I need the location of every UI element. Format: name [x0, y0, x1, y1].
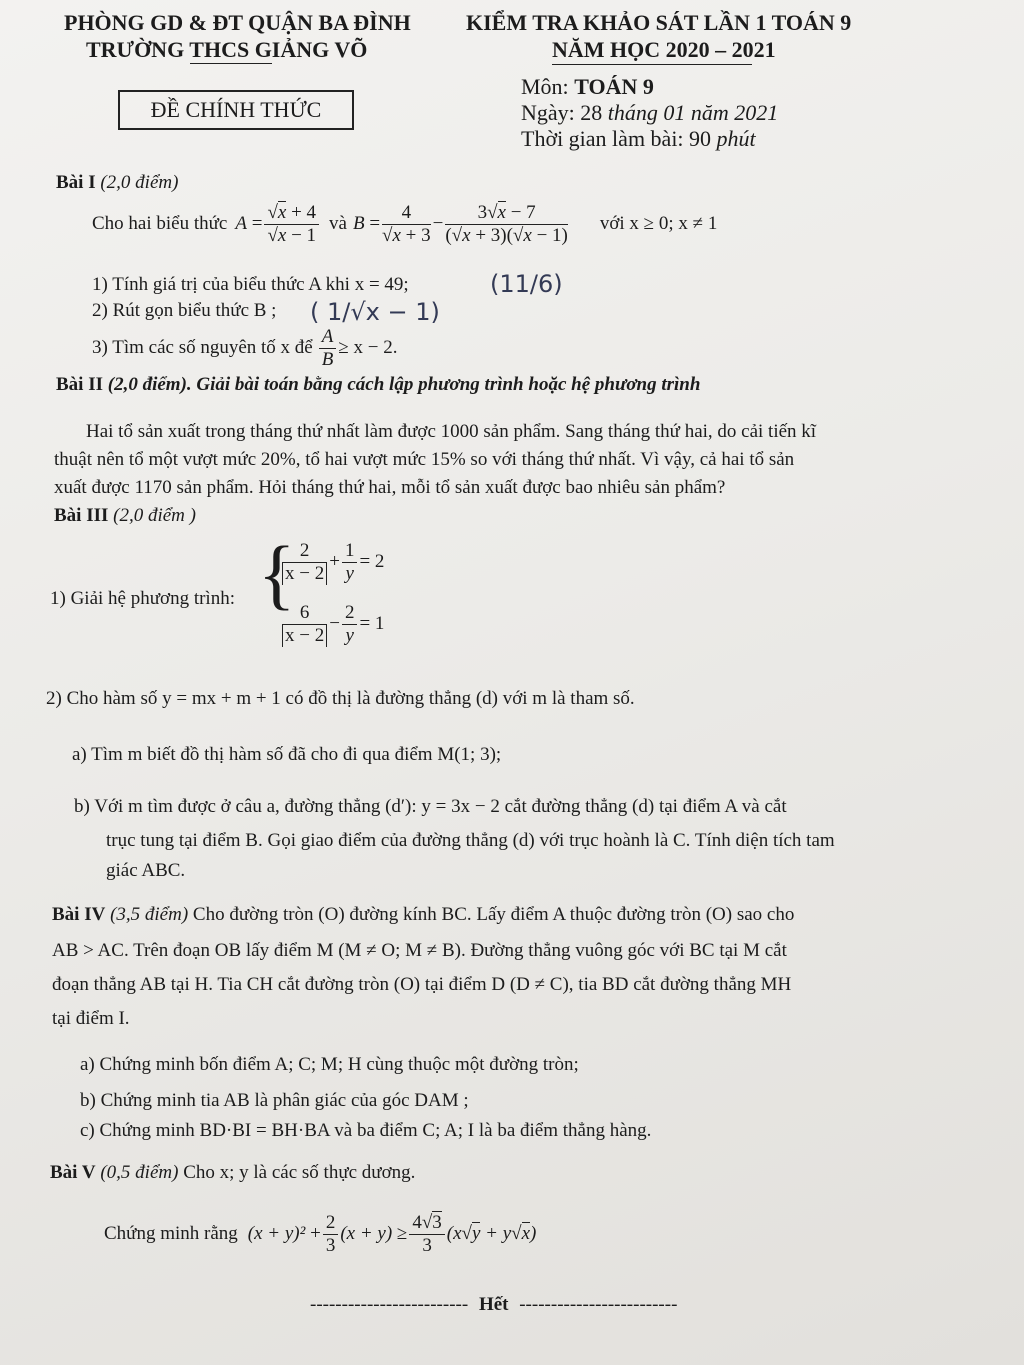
system-equation-2: $\frac{6}{x - 2}$ − $\frac{2}{y}$ = 1	[280, 602, 384, 647]
handwritten-answer-1: (11/6)	[490, 270, 563, 298]
bai3-qb-line3: giác ABC.	[106, 860, 186, 881]
bai3-q2: 2) Cho hàm số y = mx + m + 1 có đồ thị là đường thẳng (d) với m là tham số.	[46, 688, 635, 709]
bai5-title: Bài V	[50, 1162, 96, 1183]
bai4-qb: b) Chứng minh tia AB là phân giác của góc DAM ;	[80, 1090, 469, 1111]
bai1-q3-prefix: 3) Tìm các số nguyên tố x để	[92, 337, 313, 359]
bai3-heading	[54, 505, 196, 527]
bai3-points: (2,0 điểm )	[113, 505, 196, 526]
bai3-title: Bài III	[54, 505, 109, 526]
bai4-qc: c) Chứng minh BD·BI = BH·BA và ba điểm C; A; I là ba điểm thẳng hàng.	[80, 1120, 652, 1141]
bai3-qb-line2: trục tung tại điểm B. Gọi giao điểm của đường thẳng (d) với trục hoành là C. Tính diện tích tam	[106, 830, 835, 851]
school-year: NĂM HỌC 2020 – 2021	[552, 37, 776, 62]
handwritten-answer-2: ( 1/√x − 1)	[310, 298, 440, 326]
dept-line: PHÒNG GD & ĐT QUẬN BA ĐÌNH	[64, 10, 411, 35]
expr-b-fraction1: $\frac{4}{√x + 3}$	[382, 202, 431, 246]
bai4-line1-text: Cho đường tròn (O) đường kính BC. Lấy điểm A thuộc đường tròn (O) sao cho	[192, 904, 795, 925]
subject-line	[521, 74, 654, 100]
bai1-title: Bài I	[56, 172, 96, 193]
bai4-points: (3,5 điểm)	[110, 904, 189, 925]
a-over-b-fraction: $\frac{A}{B}$	[319, 326, 337, 371]
bai4-line3: đoạn thẳng AB tại H. Tia CH cắt đường tròn (O) tại điểm D (D ≠ C), tia BD cắt đường thẳng MH	[52, 974, 792, 995]
system-brace: {	[258, 530, 296, 617]
system-equation-1: $\frac{2}{x - 2}$ + $\frac{1}{y}$ = 2	[280, 540, 384, 585]
year-underline	[552, 64, 752, 65]
bai1-condition: với x ≥ 0; x ≠ 1	[599, 213, 718, 235]
bai4-qa: a) Chứng minh bốn điểm A; C; M; H cùng thuộc một đường tròn;	[80, 1054, 579, 1075]
time-line	[521, 126, 756, 152]
bai1-heading	[56, 172, 178, 194]
bai5-heading	[50, 1162, 415, 1184]
bai1-q1: 1) Tính giá trị của biểu thức A khi x = 49;	[92, 274, 409, 295]
exam-title: KIỂM TRA KHẢO SÁT LẦN 1 TOÁN 9	[466, 10, 852, 35]
time-unit: phút	[716, 126, 756, 151]
time-label: Thời gian làm bài: 90	[521, 126, 717, 151]
bai5-intro: Cho x; y là các số thực dương.	[183, 1162, 416, 1183]
bai1-q2: 2) Rút gọn biểu thức B ;	[92, 300, 277, 321]
school-underline	[190, 63, 272, 64]
bai3-qa: a) Tìm m biết đồ thị hàm số đã cho đi qua điểm M(1; 3);	[72, 744, 502, 765]
bai4-line1	[52, 904, 794, 926]
bai2-heading	[56, 374, 700, 396]
bai5-prove-label: Chứng minh rằng	[104, 1223, 238, 1245]
footer-end	[310, 1294, 677, 1316]
bai2-line2: thuật nên tổ một vượt mức 20%, tổ hai vượt mức 15% so với tháng thứ nhất. Vì vậy, cả hai tổ sản	[54, 449, 795, 470]
bai2-points: (2,0 điểm). Giải bài toán bằng cách lập phương trình hoặc hệ phương trình	[107, 374, 701, 395]
date-value: tháng 01 năm 2021	[607, 100, 779, 125]
subject-label: Môn:	[521, 74, 575, 99]
official-label: ĐỀ CHÍNH THỨC	[118, 90, 354, 130]
bai3-qb-line1: b) Với m tìm được ở câu a, đường thẳng (d′): y = 3x − 2 cắt đường thẳng (d) tại điểm A và cắt	[74, 796, 787, 817]
bai1-q3	[92, 326, 398, 371]
bai1-points: (2,0 điểm)	[100, 172, 179, 193]
bai4-line2: AB > AC. Trên đoạn OB lấy điểm M (M ≠ O; M ≠ B). Đường thẳng vuông góc với BC tại M cắt	[52, 940, 787, 961]
subject-value: TOÁN 9	[574, 74, 654, 99]
bai4-line4: tại điểm I.	[52, 1008, 130, 1029]
bai1-q3-suffix: ≥ x − 2.	[338, 337, 398, 359]
bai1-intro: Cho hai biểu thức	[92, 213, 228, 235]
footer-dashes-right: -------------------------	[519, 1294, 678, 1315]
bai4-title: Bài IV	[52, 904, 106, 925]
date-line	[521, 100, 778, 126]
bai2-title: Bài II	[56, 374, 103, 395]
bai5-points: (0,5 điểm)	[100, 1162, 179, 1183]
footer-dashes-left: -------------------------	[310, 1294, 469, 1315]
bai1-expressions: Cho hai biểu thức A = $\frac{√x + 4}{√x - 1}$ và B = $\frac{4}{√x + 3}$ − $\frac{3√x - 7}{(√x + 3)(√x - 1)}$ với x ≥ 0; x ≠ 1	[92, 202, 718, 246]
expr-b-fraction2: $\frac{3√x - 7}{(√x + 3)(√x - 1)}$	[445, 202, 568, 246]
bai1-and: và	[329, 213, 347, 235]
bai2-line1: Hai tổ sản xuất trong tháng thứ nhất làm được 1000 sản phẩm. Sang tháng thứ hai, do cải tiến kĩ	[86, 421, 817, 442]
bai5-inequality: Chứng minh rằng (x + y)² + $\frac{2}{3}$ (x + y) ≥ $\frac{4√3}{3}$ (x√y + y√x)	[104, 1212, 537, 1256]
bai2-line3: xuất được 1170 sản phẩm. Hỏi tháng thứ hai, mỗi tổ sản xuất được bao nhiêu sản phẩm?	[54, 477, 726, 498]
date-label: Ngày: 28	[521, 100, 608, 125]
bai3-q1: 1) Giải hệ phương trình:	[50, 588, 235, 609]
expr-a-fraction: $\frac{√x + 4}{√x - 1}$	[264, 202, 319, 247]
school-line: TRƯỜNG THCS GIẢNG VÕ	[86, 37, 368, 62]
footer-end-label: Hết	[478, 1294, 509, 1315]
